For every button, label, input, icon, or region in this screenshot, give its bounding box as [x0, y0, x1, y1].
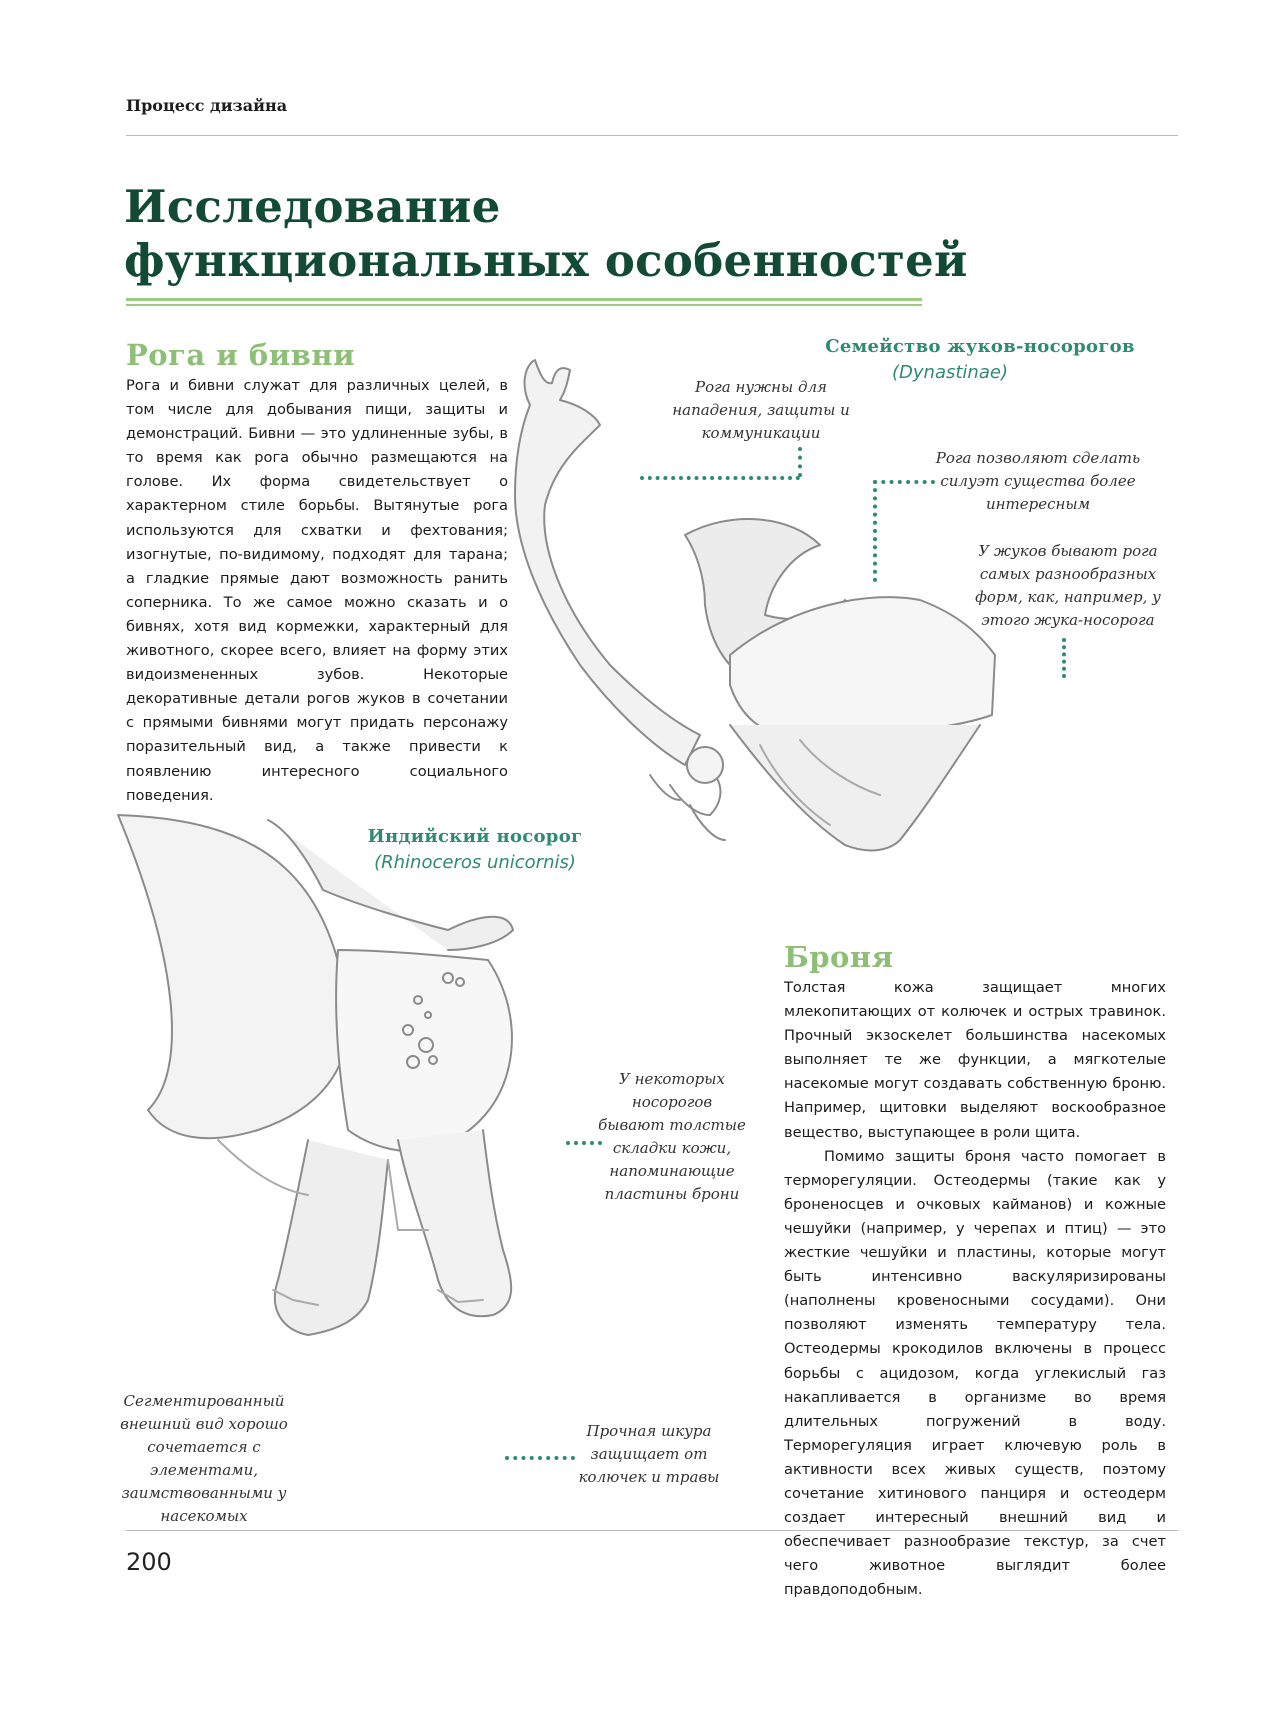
beetle-caption-1: Рога нужны для нападения, защиты и коммуникации [672, 378, 850, 442]
rhino-caption-3-leader [505, 1456, 575, 1460]
armor-text [784, 976, 1166, 1602]
header-rule [126, 135, 1178, 136]
rhino-caption-1: У некоторых носорогов бывают толстые складки кожи, напоминающие пластины брони [598, 1070, 746, 1203]
beetle-caption-2: Рога позволяют сделать силуэт существа более интересным [935, 449, 1141, 513]
beetle-species-name: Семейство жуков-носорогов [825, 336, 1135, 357]
beetle-caption-2-leader [873, 480, 935, 484]
armor-paragraph-2: Помимо защиты броня часто помогает в терморегуляции. Остеодермы (такие как у броненосцев и очковых кайманов) и кожные чешуйки (например, у черепах и птиц) — это жесткие чешуйки и пластины, которые могут быть интенсивно васкуляризированы (наполнены кровеносными сосудами). Они позволяют изменять температуру тела. Остеодермы крокодилов включены в процесс борьбы с ацидозом, когда углекислый газ накапливается в организме во время длительных погружений в воду. Терморегуляция играет ключевую роль в активности всех живых существ, поэтому сочетание хитинового панциря и остеодерм создает интересный внешний вид и обеспечивает разнообразие текстур, за счет чего животное выглядит более правдоподобным. [784, 1147, 1166, 1599]
horns-paragraph: Рога и бивни служат для различных целей, в том числе для добывания пищи, защиты и демонстраций. Бивни — это удлиненные зубы, в то время как рога обычно размещаются на голове. Их форма свидетельствует о характерном стиле борьбы. Вытянутые рога используются для схватки и фехтования; изогнутые, по-видимому, подходят для тарана; а гладкие прямые дают возможность ранить соперника. То же самое можно сказать и о бивнях, хотя вид кормежки, характерный для животного, скорее всего, влияет на форму этих видоизмененных зубов. Некоторые декоративные детали рогов жуков в сочетании с прямыми бивнями могут придать персонажу поразительный вид, а также привести к появлению интересного социального поведения. [126, 377, 508, 804]
rhino-species-latin: (Rhinoceros unicornis) [374, 852, 576, 873]
beetle-caption-1-leader-v [798, 447, 802, 477]
beetle-species-latin: (Dynastinae) [892, 362, 1008, 383]
page-title-line1: Исследование [124, 180, 501, 233]
rhino-caption-1-leader [566, 1141, 602, 1145]
page-title-line2: функциональных особенностей [124, 234, 968, 287]
rhino-caption-3: Прочная шкура защищает от колючек и травы [578, 1422, 720, 1486]
footer-rule [126, 1530, 1178, 1531]
page-number: 200 [126, 1548, 172, 1576]
beetle-caption-1-leader [640, 476, 800, 480]
rhino-species-name: Индийский носорог [367, 826, 583, 847]
armor-paragraph-1: Толстая кожа защищает многих млекопитающих от колючек и острых травинок. Прочный экзоскелет большинства насекомых выполняет те же функции, а мягкотелые насекомые могут создавать собственную броню. Например, щитовки выделяют воскообразное вещество, выступающее в роли щита. [784, 979, 1166, 1141]
running-head: Процесс дизайна [126, 96, 288, 115]
beetle-caption-3-leader [1062, 638, 1066, 678]
beetle-caption-3: У жуков бывают рога самых разнообразных форм, как, например, у этого жука-носорога [975, 542, 1161, 629]
rhino-caption-2: Сегментированный внешний вид хорошо сочетается с элементами, заимствованными у насекомых [120, 1392, 288, 1525]
page-title [124, 180, 968, 288]
title-underline [126, 298, 922, 309]
indian-rhinoceros-illustration [108, 810, 608, 1355]
beetle-caption-2-leader-v [873, 480, 877, 582]
armor-heading: Броня [784, 940, 894, 974]
horns-heading: Рога и бивни [126, 338, 356, 372]
